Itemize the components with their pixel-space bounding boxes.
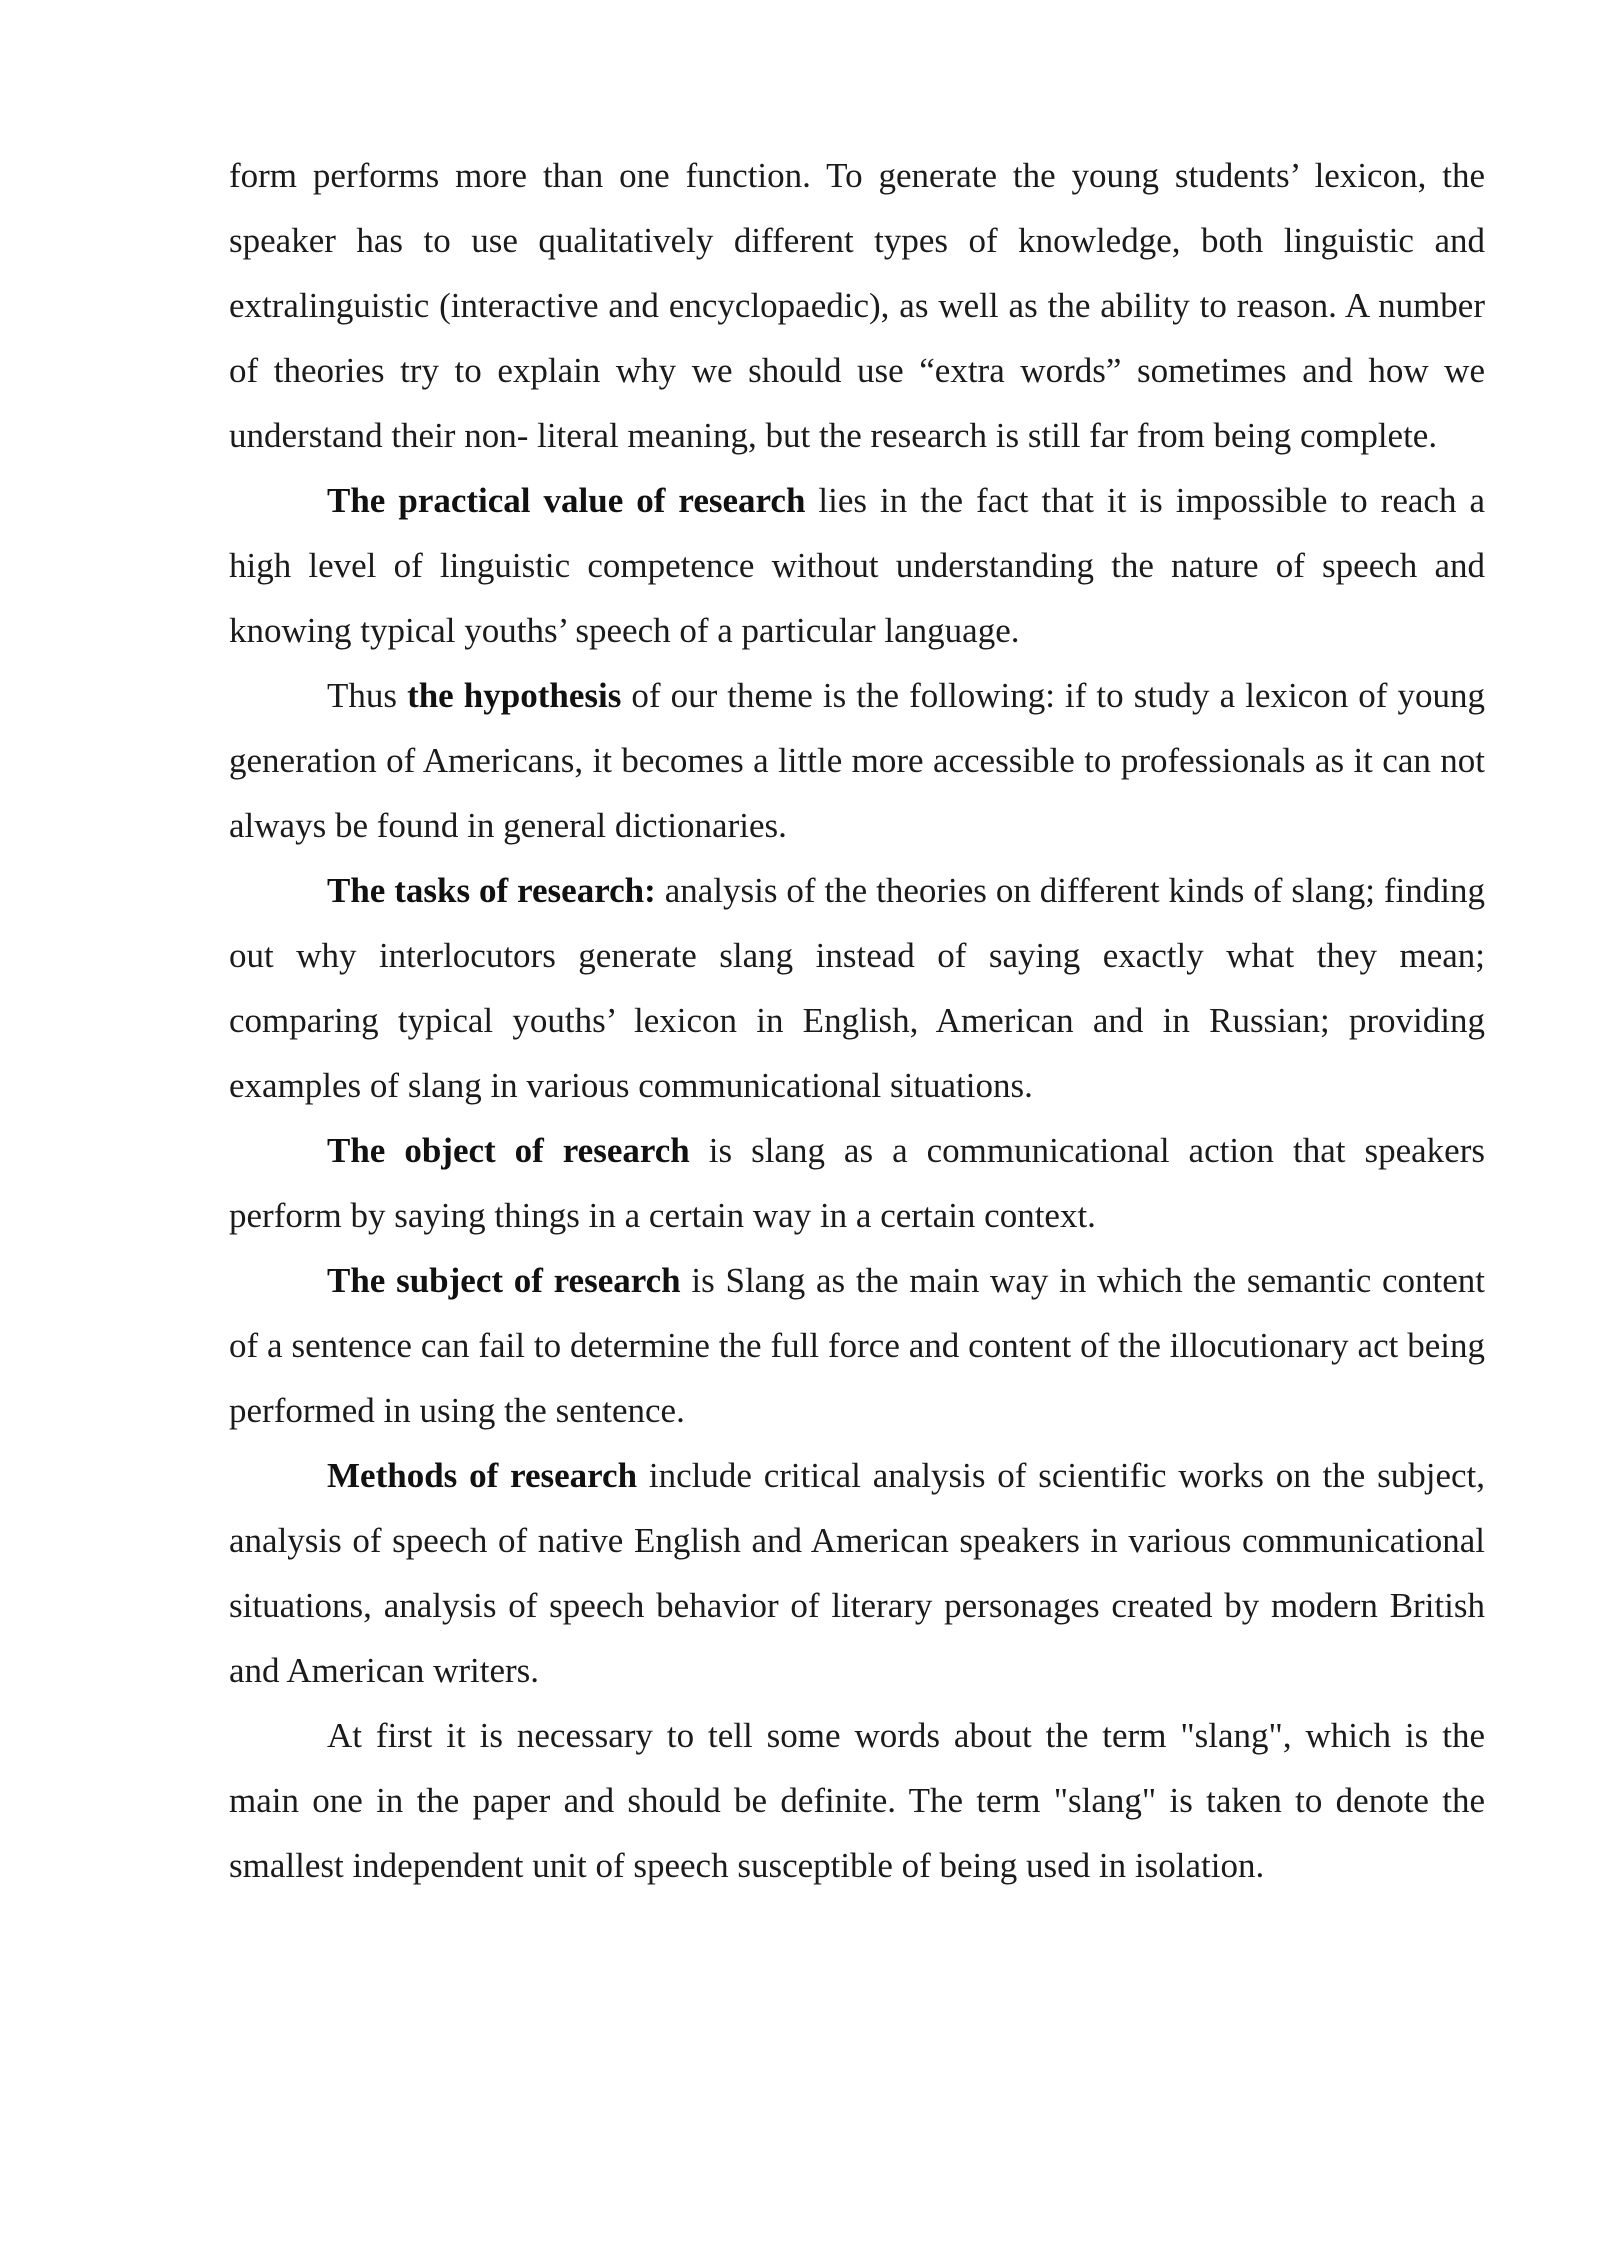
paragraph-text: include critical analysis of scientific works on the subject, analysis of speech of native English and American speakers in various communicational situations, analysis of speech behavior of literary personages created by modern British and American writers. (229, 1456, 1485, 1690)
paragraph-heading: the hypothesis (407, 676, 622, 715)
paragraph-term-slang (229, 1703, 1485, 1898)
paragraph-practical-value (229, 468, 1485, 663)
paragraph-tasks (229, 858, 1485, 1118)
paragraph-object (229, 1118, 1485, 1248)
paragraph-heading: The object of research (327, 1131, 690, 1170)
paragraph-heading: The subject of research (327, 1261, 681, 1300)
paragraph-hypothesis (229, 663, 1485, 858)
paragraph-text: of our theme is the following: if to study a lexicon of young generation of Americans, it becomes a little more accessible to professionals as it can not always be found in general dictionaries. (229, 676, 1485, 845)
document-page (229, 143, 1485, 1898)
paragraph-methods (229, 1443, 1485, 1703)
paragraph-heading: The tasks of research: (327, 871, 656, 910)
paragraph-text: analysis of the theories on different kinds of slang; finding out why interlocutors generate slang instead of saying exactly what they mean; comparing typical youths’ lexicon in English, American and in Russian; providing examples of slang in various communicational situations. (229, 871, 1486, 1105)
paragraph-text: is Slang as the main way in which the semantic content of a sentence can fail to determine the full force and content of the illocutionary act being performed in using the sentence. (229, 1261, 1485, 1430)
paragraph-text: lies in the fact that it is impossible to reach a high level of linguistic competence without understanding the nature of speech and knowing typical youths’ speech of a particular language. (229, 481, 1485, 650)
paragraph-subject (229, 1248, 1485, 1443)
paragraph-heading: The practical value of research (327, 481, 806, 520)
paragraph-prefix: Thus (327, 676, 408, 715)
paragraph-heading: Methods of research (327, 1456, 638, 1495)
paragraph-intro-continued (229, 143, 1485, 468)
paragraph-text: form performs more than one function. To generate the young students’ lexicon, the speaker has to use qualitatively different types of knowledge, both linguistic and extralinguistic (interactive and encyclopaedic), as well as the ability to reason. A number of theories try to explain why we should use “extra words” sometimes and how we understand their non- literal meaning, but the research is still far from being complete. (229, 156, 1485, 455)
paragraph-text: is slang as a communicational action that speakers perform by saying things in a certain way in a certain context. (229, 1131, 1485, 1235)
paragraph-text: At first it is necessary to tell some words about the term "slang", which is the main one in the paper and should be definite. The term "slang" is taken to denote the smallest independent unit of speech susceptible of being used in isolation. (229, 1716, 1485, 1885)
